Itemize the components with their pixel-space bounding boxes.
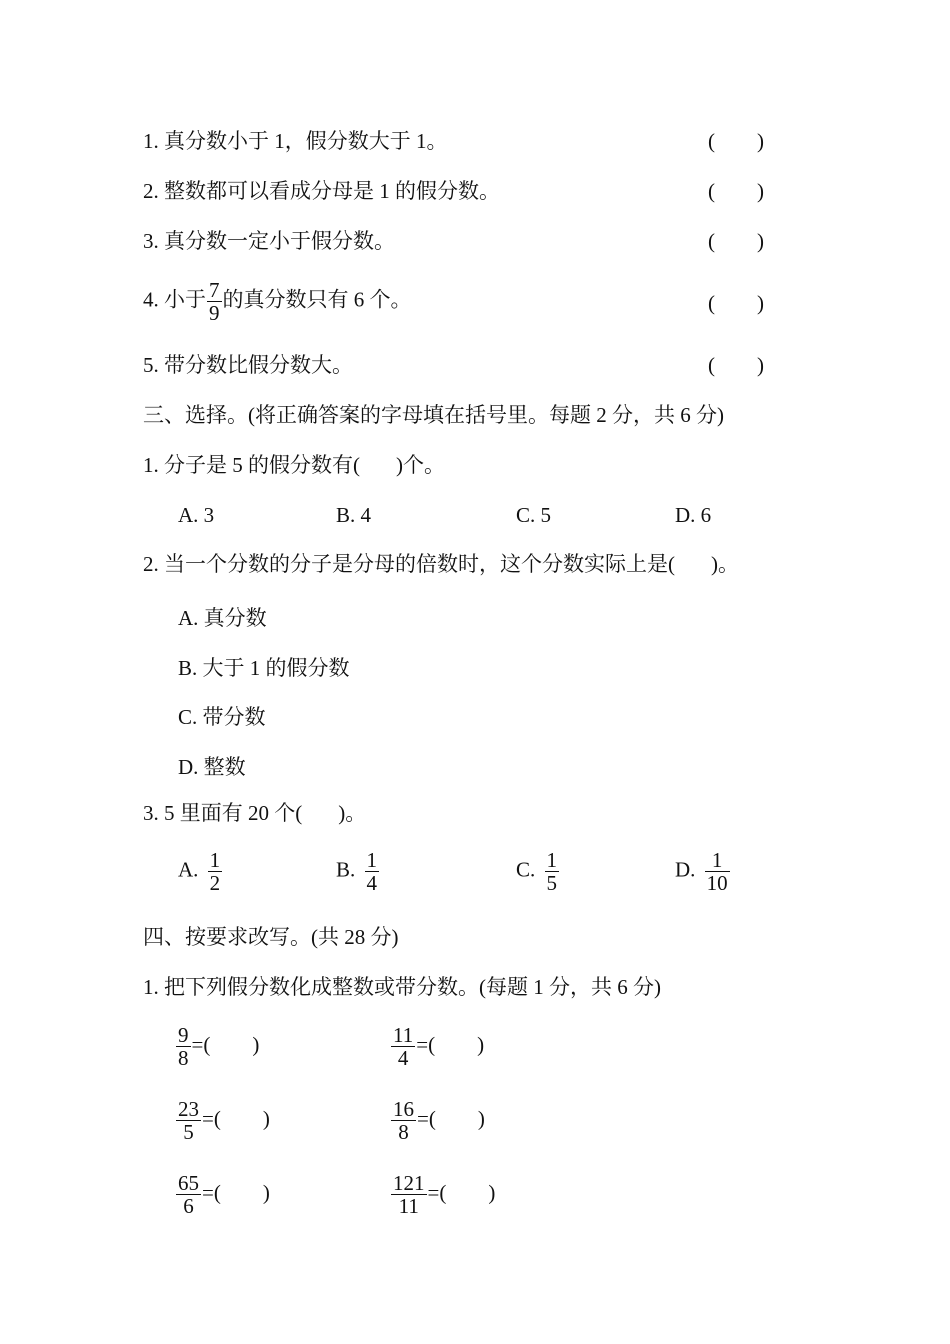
fraction-exercise-5: [175, 1173, 270, 1216]
item-text-pre: 小于: [164, 287, 206, 312]
option-label: B.: [336, 857, 356, 882]
fraction-denominator: 8: [178, 1046, 189, 1070]
fraction-denominator: 8: [398, 1120, 409, 1144]
fraction-numerator: 7: [209, 278, 220, 302]
fraction-denominator: 9: [209, 301, 220, 325]
judge-item-4: [143, 280, 412, 323]
question-text-post: )个。: [396, 453, 445, 477]
answer-blank[interactable]: =( ): [191, 1032, 260, 1057]
question-text-post: )。: [711, 552, 739, 576]
fraction: [208, 850, 223, 893]
item-number: 2.: [143, 552, 159, 576]
fraction-denominator: 6: [183, 1194, 194, 1218]
fraction: [391, 1173, 427, 1216]
fraction-exercise-2: [390, 1025, 484, 1068]
judge-item-3: [143, 229, 395, 253]
fraction: [176, 1099, 201, 1142]
fraction-numerator: 9: [178, 1023, 189, 1047]
option-b: [336, 850, 380, 893]
item-text: 带分数比假分数大。: [164, 353, 353, 377]
question-text-post: )。: [338, 801, 367, 825]
fraction: [176, 1173, 201, 1216]
fraction-denominator: 5: [546, 871, 558, 895]
fraction-numerator: 65: [178, 1171, 199, 1195]
item-number: 3.: [143, 229, 159, 253]
fraction-numerator: 121: [393, 1171, 425, 1195]
fraction: [176, 1025, 191, 1068]
answer-blank[interactable]: =( ): [427, 1180, 496, 1205]
answer-paren-2[interactable]: ( ): [708, 179, 764, 203]
judge-item-1: [143, 129, 448, 153]
option-b: B. 大于 1 的假分数: [178, 656, 350, 680]
option-d: D. 整数: [178, 755, 246, 779]
choice-question-2: [143, 552, 739, 576]
fraction-numerator: 1: [546, 848, 558, 872]
option-c: [516, 850, 560, 893]
fraction-numerator: 11: [393, 1023, 414, 1047]
rewrite-question-1: 1. 把下列假分数化成整数或带分数。(每题 1 分，共 6 分): [143, 975, 661, 999]
question-text-pre: 分子是 5 的假分数有(: [164, 453, 360, 477]
option-a: A. 3: [178, 503, 215, 527]
option-label: D.: [675, 857, 696, 882]
option-a: A. 真分数: [178, 606, 267, 630]
fraction: [207, 280, 222, 323]
fraction-exercise-6: [390, 1173, 495, 1216]
fraction-denominator: 4: [366, 871, 378, 895]
answer-paren-5[interactable]: ( ): [708, 353, 764, 377]
fraction-numerator: 1: [366, 848, 378, 872]
option-c: C. 5: [516, 503, 552, 527]
fraction-exercise-1: [175, 1025, 259, 1068]
item-number: 1.: [143, 129, 159, 153]
choice-question-3: [143, 801, 366, 825]
fraction-denominator: 5: [183, 1120, 194, 1144]
fraction: [391, 1025, 415, 1068]
answer-blank[interactable]: =( ): [416, 1032, 485, 1057]
item-text: 整数都可以看成分母是 1 的假分数。: [164, 179, 500, 203]
fraction-exercise-3: [175, 1099, 270, 1142]
item-text: 真分数小于 1，假分数大于 1。: [164, 129, 448, 153]
fraction-denominator: 10: [706, 871, 728, 895]
answer-blank[interactable]: =( ): [202, 1106, 270, 1131]
answer-paren-3[interactable]: ( ): [708, 229, 764, 253]
answer-paren-1[interactable]: ( ): [708, 129, 764, 153]
item-number: 2.: [143, 179, 159, 203]
answer-paren-4[interactable]: ( ): [708, 291, 764, 315]
answer-blank[interactable]: =( ): [417, 1106, 485, 1131]
choice-question-1: [143, 453, 445, 477]
fraction-numerator: 1: [705, 850, 730, 872]
judge-item-5: [143, 353, 353, 377]
fraction-numerator: 23: [178, 1097, 199, 1121]
fraction: [391, 1099, 416, 1142]
judge-item-2: [143, 179, 500, 203]
option-a: [178, 850, 223, 893]
option-c: C. 带分数: [178, 705, 266, 729]
option-d: [675, 850, 731, 893]
item-number: 1.: [143, 453, 159, 477]
option-label: A.: [178, 857, 199, 882]
item-number: 5.: [143, 353, 159, 377]
fraction: [705, 850, 730, 893]
answer-blank[interactable]: =( ): [202, 1180, 270, 1205]
fraction: [545, 850, 560, 893]
question-text-pre: 当一个分数的分子是分母的倍数时，这个分数实际上是(: [164, 552, 675, 576]
item-text: 真分数一定小于假分数。: [164, 229, 395, 253]
section-3-title: 三、选择。(将正确答案的字母填在括号里。每题 2 分，共 6 分): [143, 403, 724, 427]
fraction-denominator: 4: [397, 1046, 409, 1070]
fraction-numerator: 1: [209, 848, 221, 872]
fraction-exercise-4: [390, 1099, 485, 1142]
fraction-numerator: 16: [393, 1097, 414, 1121]
fraction: [365, 850, 380, 893]
question-text-pre: 3. 5 里面有 20 个(: [143, 801, 303, 825]
item-text-post: 的真分数只有 6 个。: [222, 287, 412, 312]
option-d: D. 6: [675, 503, 712, 527]
fraction-denominator: 2: [209, 871, 221, 895]
item-number: 4.: [143, 287, 159, 312]
section-4-title: 四、按要求改写。(共 28 分): [143, 925, 399, 949]
fraction-denominator: 11: [398, 1194, 419, 1218]
option-b: B. 4: [336, 503, 372, 527]
option-label: C.: [516, 857, 536, 882]
